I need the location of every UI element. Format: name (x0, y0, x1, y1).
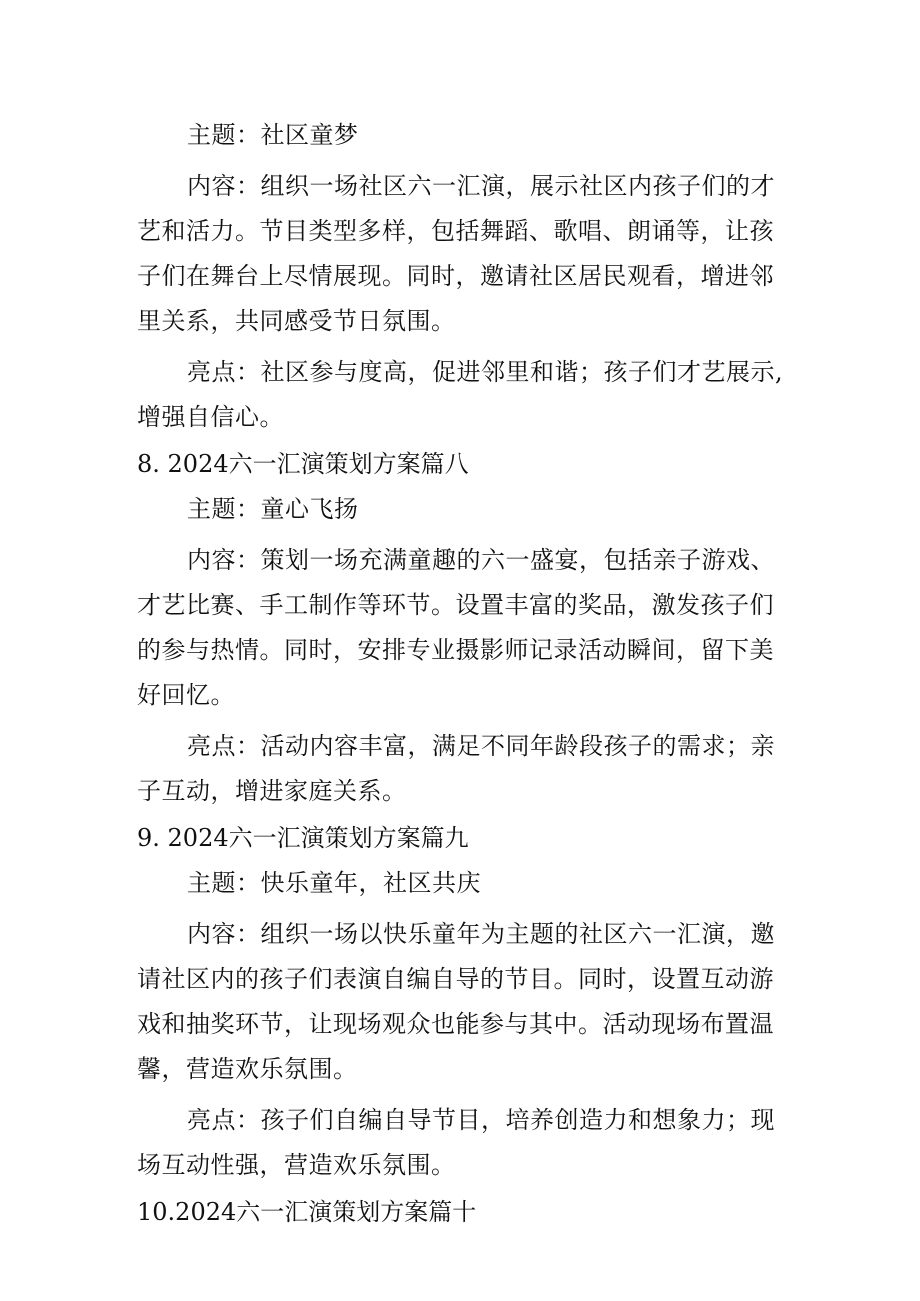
document-content (137, 113, 787, 1235)
section-heading-9: 9. 2024六一汇演策划方案篇九 (137, 824, 469, 852)
highlight-paragraph: 亮点：活动内容丰富，满足不同年龄段孩子的需求；亲子互动，增进家庭关系。 (137, 732, 775, 805)
highlight-paragraph: 亮点：社区参与度高，促进邻里和谐；孩子们才艺展示,增强自信心。 (137, 358, 784, 431)
theme-line: 主题：快乐童年，社区共庆 (187, 869, 481, 897)
highlight-paragraph: 亮点：孩子们自编自导节目，培养创造力和想象力；现场互动性强，营造欢乐氛围。 (137, 1106, 775, 1179)
content-paragraph: 内容：组织一场社区六一汇演，展示社区内孩子们的才艺和活力。节目类型多样，包括舞蹈、歌唱、朗诵等，让孩子们在舞台上尽情展现。同时，邀请社区居民观看，增进邻里关系，共同感受节日氛围。 (137, 172, 775, 335)
content-paragraph: 内容：组织一场以快乐童年为主题的社区六一汇演，邀请社区内的孩子们表演自编自导的节目。同时，设置互动游戏和抽奖环节，让现场观众也能参与其中。活动现场布置温馨，营造欢乐氛围。 (137, 920, 775, 1083)
theme-line: 主题：童心飞扬 (187, 495, 359, 523)
section-heading-10: 10.2024六一汇演策划方案篇十 (137, 1198, 477, 1226)
theme-line: 主题：社区童梦 (187, 121, 359, 149)
section-heading-8: 8. 2024六一汇演策划方案篇八 (137, 450, 469, 478)
content-paragraph: 内容：策划一场充满童趣的六一盛宴，包括亲子游戏、才艺比赛、手工制作等环节。设置丰富的奖品，激发孩子们的参与热情。同时，安排专业摄影师记录活动瞬间，留下美好回忆。 (137, 546, 775, 709)
